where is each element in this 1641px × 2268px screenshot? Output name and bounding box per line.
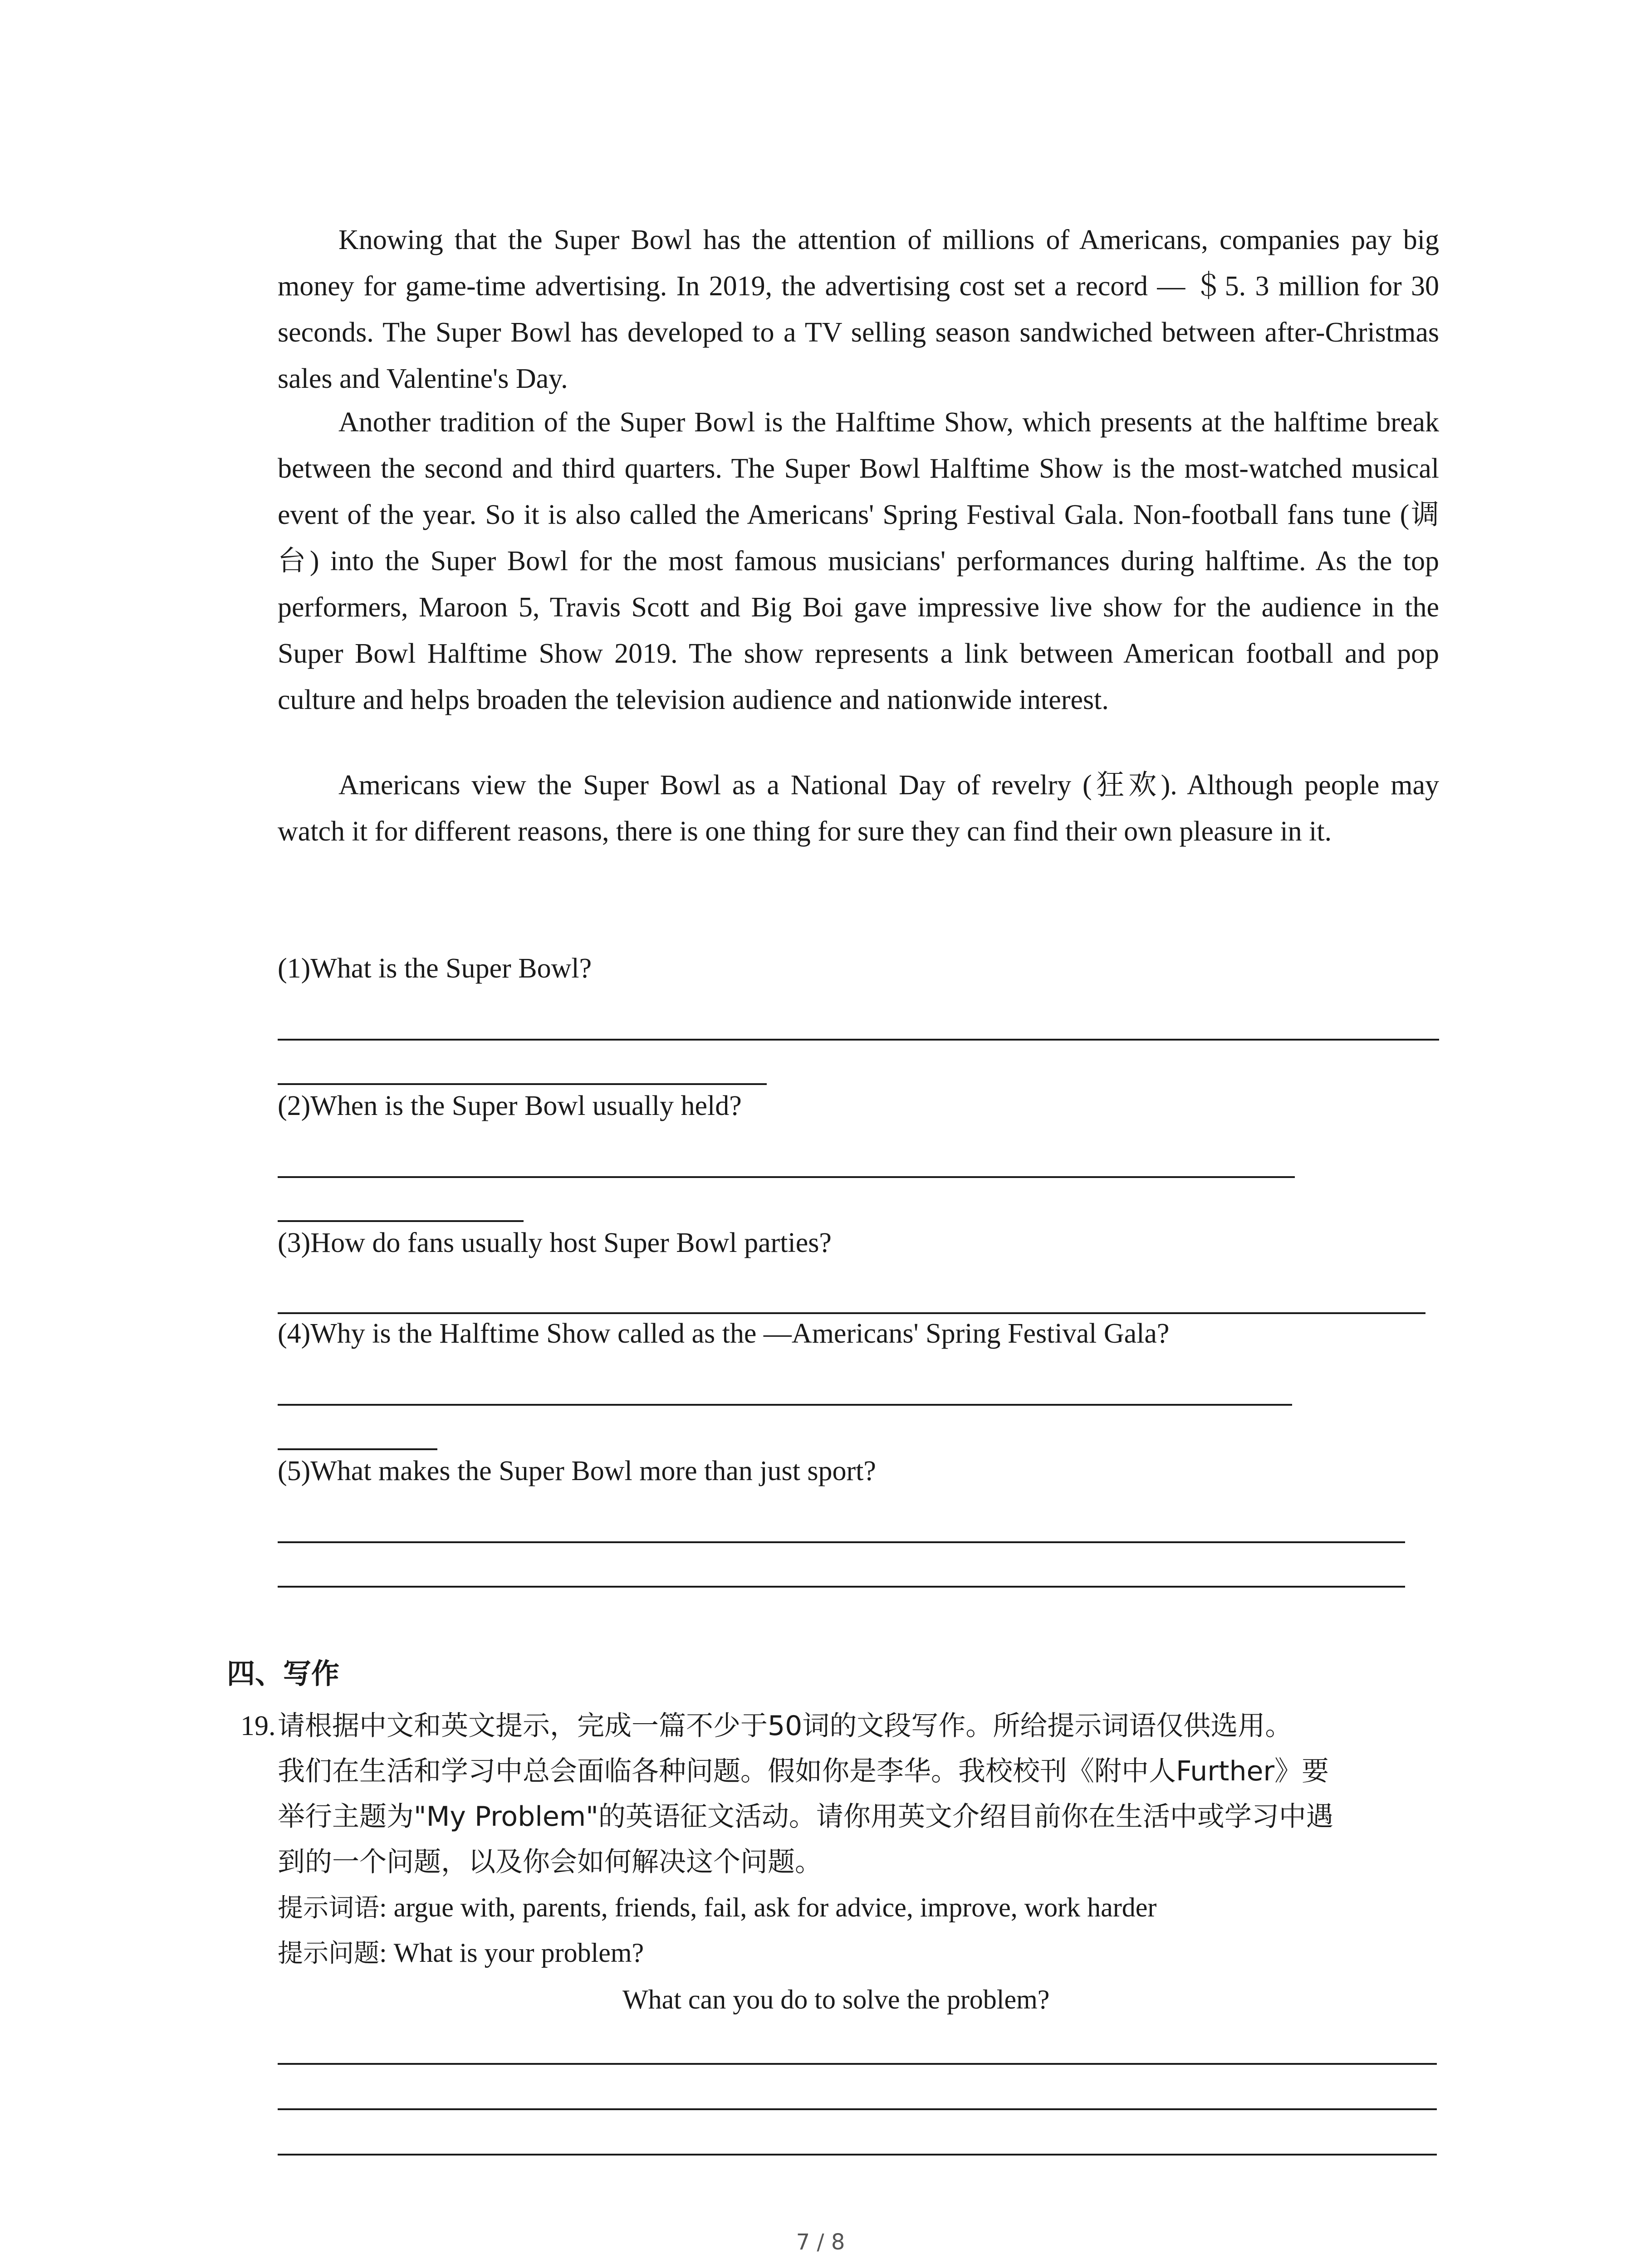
answer-line[interactable] — [278, 1039, 1439, 1041]
question-3: (3)How do fans usually host Super Bowl parties? — [278, 1227, 832, 1258]
question-1: (1)What is the Super Bowl? — [278, 953, 592, 984]
answer-line[interactable] — [278, 1541, 1405, 1543]
writing-instruction-line: 请根据中文和英文提示，完成一篇不少于50词的文段写作。所给提示词语仅供选用。 — [278, 1710, 1293, 1742]
hint-question-2: What can you do to solve the problem? — [622, 1984, 1050, 2014]
answer-line[interactable] — [278, 1404, 1292, 1406]
hint-questions-label: 提示问题 — [278, 1939, 379, 1968]
page-number: 7 / 8 — [796, 2229, 845, 2255]
reading-paragraph-1: Knowing that the Super Bowl has the attention of millions of Americans, companies pay big money for game-time advertising. In 2019, the advertising cost set a record — ＄5. 3 million for 30 seconds. The Super Bowl has developed to a TV selling season sandwiched between after-Christmas sales and Valentine's Day. — [278, 225, 1439, 394]
writing-instruction-line: 我们在生活和学习中总会面临各种问题。假如你是李华。我校校刊《附中人Further》要 — [278, 1755, 1329, 1787]
writing-line[interactable] — [278, 2108, 1437, 2110]
question-2: (2)When is the Super Bowl usually held? — [278, 1090, 742, 1121]
hint-words — [278, 1889, 1156, 1926]
writing-instruction-line: 举行主题为"My Problem"的英语征文活动。请你用英文介绍目前你在生活中或学习中遇 — [278, 1801, 1333, 1833]
hint-words-text: : argue with, parents, friends, fail, ask for advice, improve, work harder — [379, 1892, 1157, 1922]
answer-line[interactable] — [278, 1312, 1425, 1314]
section-heading-writing: 四、写作 — [227, 1657, 340, 1690]
reading-paragraph-3: Americans view the Super Bowl as a National Day of revelry (狂欢). Although people may watch it for different reasons, there is one thing for sure they can find their own pleasure in it. — [278, 770, 1439, 847]
question-5: (5)What makes the Super Bowl more than just sport? — [278, 1456, 876, 1486]
writing-line[interactable] — [278, 2154, 1437, 2156]
question-number: 19. — [240, 1711, 276, 1741]
answer-line[interactable] — [278, 1220, 524, 1222]
reading-paragraph-2: Another tradition of the Super Bowl is the Halftime Show, which presents at the halftime break between the second and third quarters. The Super Bowl Halftime Show is the most-watched musical event of the year. So it is also called the Americans' Spring Festival Gala. Non-football fans tune (调台) into the Super Bowl for the most famous musicians' performances during halftime. As the top performers, Maroon 5, Travis Scott and Big Boi gave impressive live show for the audience in the Super Bowl Halftime Show 2019. The show represents a link between American football and pop culture and helps broaden the television audience and nationwide interest. — [278, 407, 1439, 715]
answer-line[interactable] — [278, 1176, 1295, 1178]
hint-questions — [278, 1935, 644, 1972]
hint-question-1: : What is your problem? — [379, 1938, 644, 1968]
answer-line[interactable] — [278, 1083, 767, 1085]
answer-line[interactable] — [278, 1586, 1405, 1588]
writing-instruction-line: 到的一个问题，以及你会如何解决这个问题。 — [278, 1846, 822, 1878]
answer-line[interactable] — [278, 1448, 437, 1450]
question-4: (4)Why is the Halftime Show called as the —Americans' Spring Festival Gala? — [278, 1318, 1170, 1349]
writing-line[interactable] — [278, 2063, 1437, 2065]
hint-words-label: 提示词语 — [278, 1893, 379, 1923]
